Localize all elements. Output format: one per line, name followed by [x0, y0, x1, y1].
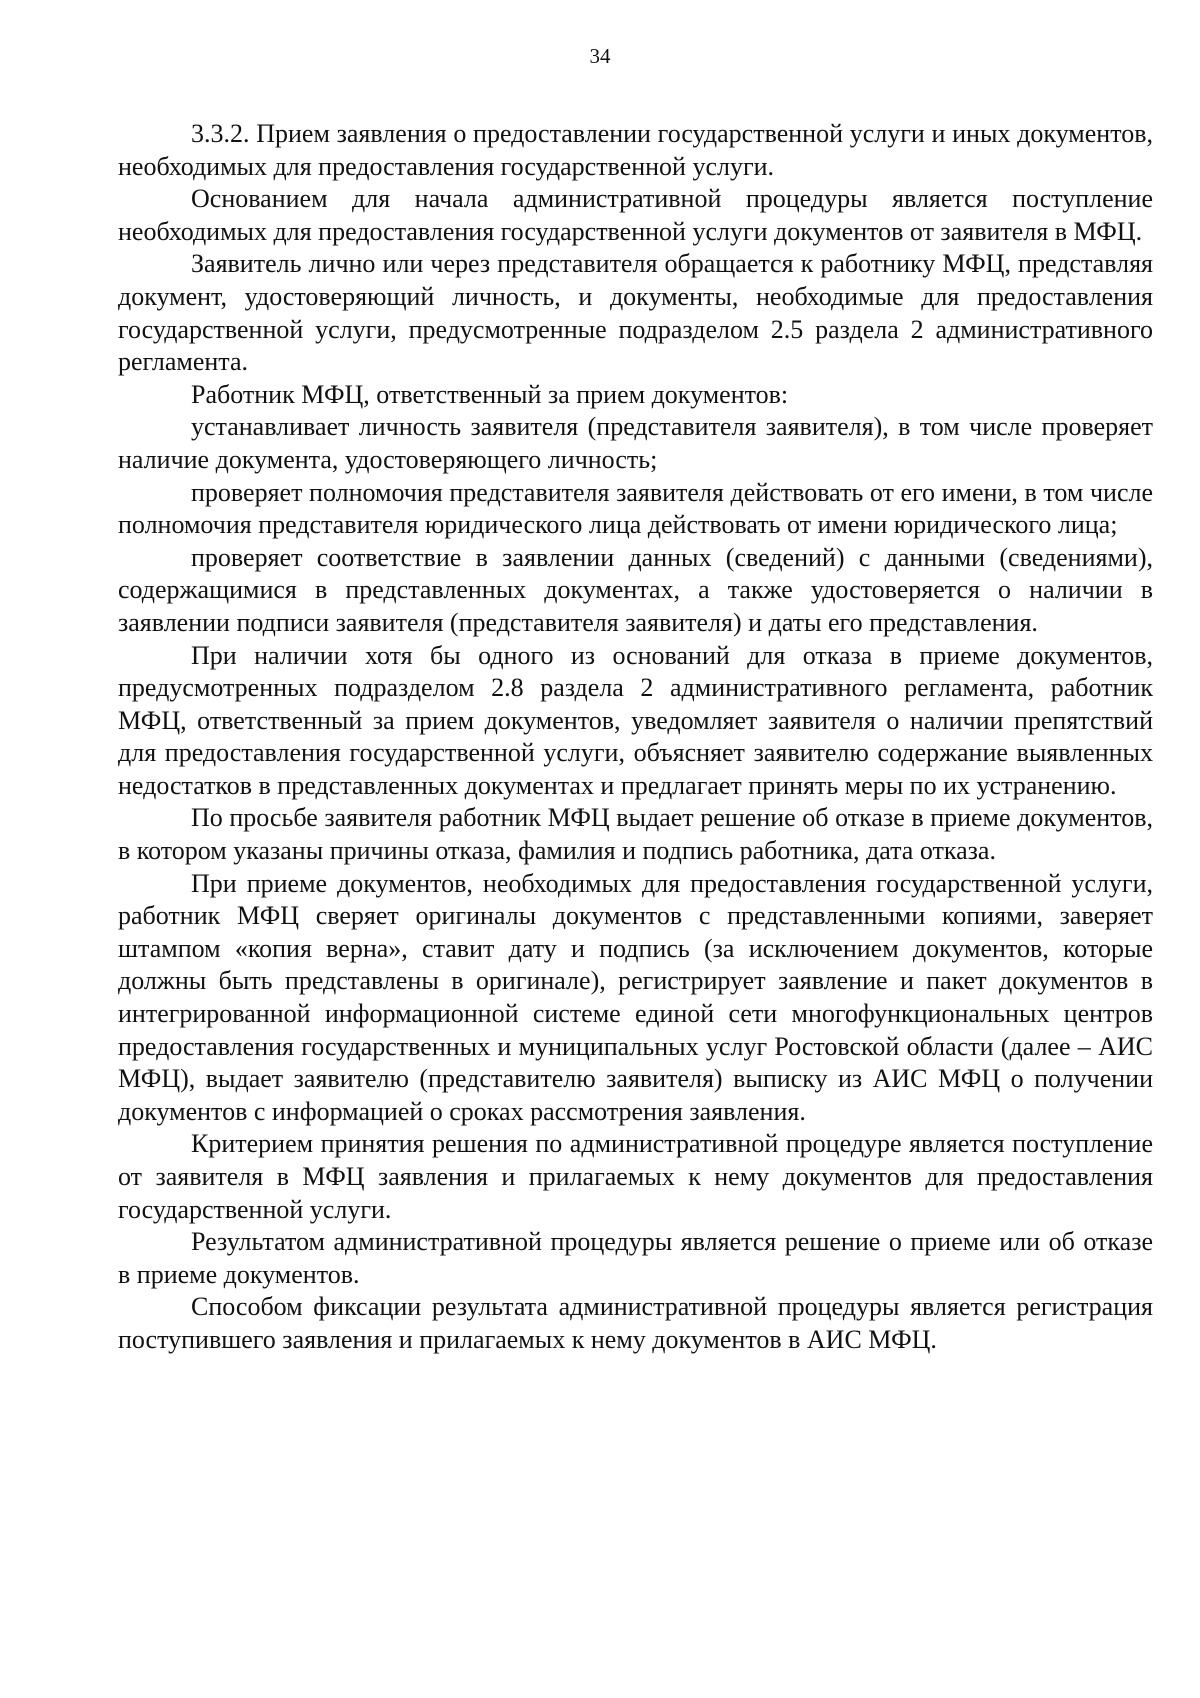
paragraph: Основанием для начала административной процедуры является поступление необходимых для предоставления государственной услуги документов от заявителя в МФЦ.: [118, 184, 1153, 246]
paragraph: Результатом административной процедуры является решение о приеме или об отказе в приеме документов.: [118, 1227, 1153, 1289]
paragraph: проверяет полномочия представителя заявителя действовать от его имени, в том числе полномочия представителя юридического лица действовать от имени юридического лица;: [118, 477, 1153, 540]
paragraph: проверяет соответствие в заявлении данных (сведений) с данными (сведениями), содержащимися в представленных документах, а также удостоверяется о наличии в заявлении подписи заявителя (представителя заявителя) и даты его представления.: [118, 542, 1153, 637]
paragraph: устанавливает личность заявителя (представителя заявителя), в том числе проверяет наличие документа, удостоверяющего личность;: [118, 412, 1153, 474]
paragraph-section-title: 3.3.2. Прием заявления о предоставлении государственной услуги и иных документов, необходимых для предоставления государственной услуги.: [118, 119, 1153, 181]
paragraph: По просьбе заявителя работник МФЦ выдает решение об отказе в приеме документов, в котором указаны причины отказа, фамилия и подпись работника, дата отказа.: [118, 803, 1153, 866]
paragraph: При приеме документов, необходимых для предоставления государственной услуги, работник МФЦ сверяет оригиналы документов с представленными копиями, заверяет штампом «копия верна», ставит дату и подпись (за исключением документов, которые должны быть представлены в оригинале), регистрирует заявление и пакет документов в интегрированной информационной системе единой сети многофункциональных центров предоставления государственных и муниципальных услуг Ростовской области (далее – АИС МФЦ), выдает заявителю (представителю заявителя) выписку из АИС МФЦ о получении документов с информацией о сроках рассмотрения заявления.: [118, 868, 1153, 1126]
paragraph: Критерием принятия решения по административной процедуре является поступление от заявителя в МФЦ заявления и прилагаемых к нему документов для предоставления государственной услуги.: [118, 1129, 1153, 1224]
paragraph: Заявитель лично или через представителя обращается к работнику МФЦ, представляя документ, удостоверяющий личность, и документы, необходимые для предоставления государственной услуги, предусмотренные подразделом 2.5 раздела 2 административного регламента.: [118, 249, 1153, 377]
document-body: [118, 118, 1153, 1357]
paragraph: Работник МФЦ, ответственный за прием документов:: [191, 379, 789, 409]
paragraph: При наличии хотя бы одного из оснований для отказа в приеме документов, предусмотренных подразделом 2.8 раздела 2 административного регламента, работник МФЦ, ответственный за прием документов, уведомляет заявителя о наличии препятствий для предоставления государственной услуги, объясняет заявителю содержание выявленных недостатков в представленных документах и предлагает принять меры по их устранению.: [118, 640, 1153, 800]
paragraph: Способом фиксации результата административной процедуры является регистрация поступившего заявления и прилагаемых к нему документов в АИС МФЦ.: [118, 1292, 1153, 1354]
page-number: 34: [589, 44, 611, 68]
